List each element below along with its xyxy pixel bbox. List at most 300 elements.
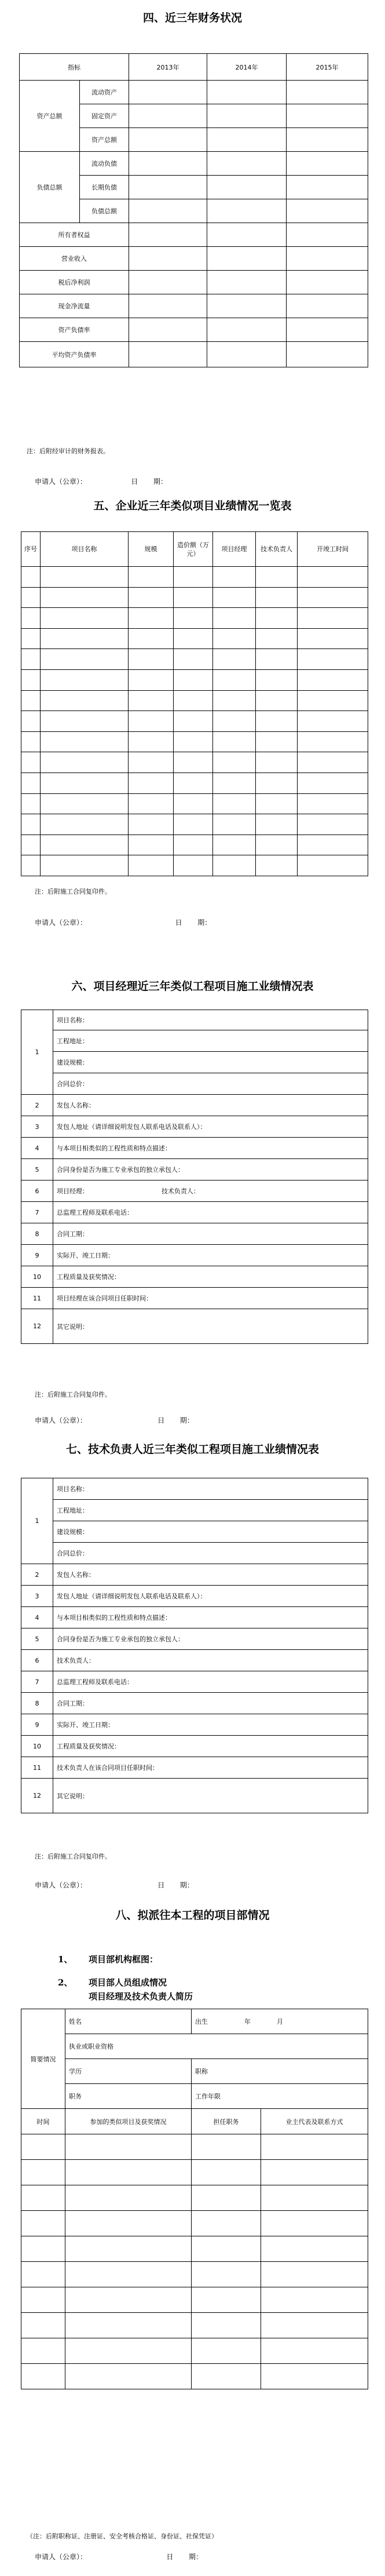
table-row (21, 1010, 368, 1030)
financial-status-table (19, 53, 368, 367)
empty-cell (298, 649, 368, 670)
value-cell (129, 152, 207, 176)
empty-cell (129, 752, 174, 773)
section-6-signature: 申请人（公章）： 日 期： (35, 1416, 194, 1424)
empty-cell (213, 835, 256, 855)
table-row (21, 2287, 368, 2313)
empty-cell (213, 690, 256, 711)
empty-cell (65, 2236, 192, 2262)
empty-cell (21, 587, 41, 608)
indicator-label: 税后净利润 (20, 271, 129, 294)
empty-cell (21, 608, 41, 629)
resume-subtitle: 项目经理及技术负责人简历 (89, 1991, 193, 2002)
row-field: 技术负责人： (53, 1650, 368, 1671)
table-row (21, 1052, 368, 1073)
empty-cell (261, 2185, 368, 2211)
empty-cell (261, 2211, 368, 2236)
empty-cell (256, 608, 298, 629)
empty-cell (298, 814, 368, 835)
empty-cell (298, 628, 368, 649)
value-cell (287, 104, 368, 128)
header-year: 2014年 (207, 54, 287, 81)
empty-cell (256, 793, 298, 814)
empty-cell (41, 752, 129, 773)
row-number: 7 (21, 1202, 53, 1223)
value-cell (207, 318, 287, 342)
empty-cell (192, 2313, 261, 2338)
row-number: 10 (21, 1736, 53, 1757)
item-2-label: 项目部人员组成情况 (89, 1977, 167, 1988)
empty-cell (21, 2287, 65, 2313)
empty-cell (129, 711, 174, 732)
empty-cell (41, 587, 129, 608)
resume-group-label: 简要情况 (21, 2009, 65, 2109)
empty-cell (174, 752, 213, 773)
indicator-label: 所有者权益 (20, 223, 129, 247)
empty-cell (21, 731, 41, 752)
empty-cell (41, 711, 129, 732)
empty-cell (21, 752, 41, 773)
row-field: 工程质量及获奖情况： (53, 1266, 368, 1288)
empty-cell (21, 649, 41, 670)
empty-cell (21, 711, 41, 732)
section-8-title: 八、拟派往本工程的项目部情况 (115, 1909, 270, 1922)
empty-cell (41, 793, 129, 814)
header-indicator: 指标 (20, 54, 129, 81)
indicator-label: 长期负债 (80, 176, 129, 199)
value-cell (287, 318, 368, 342)
table-row (20, 81, 368, 104)
empty-cell (213, 793, 256, 814)
table-row (21, 2364, 368, 2389)
value-cell (287, 342, 368, 367)
empty-cell (129, 649, 174, 670)
empty-cell (256, 711, 298, 732)
empty-cell (256, 690, 298, 711)
header-cell: 参加的类似项目及获奖情况 (65, 2109, 192, 2134)
row-field: 发包人名称： (53, 1095, 368, 1116)
row-number: 7 (21, 1671, 53, 1693)
item-1-number: 1、 (58, 1954, 73, 1965)
table-row (21, 1779, 368, 1813)
empty-cell (65, 2364, 192, 2389)
value-cell (129, 342, 207, 367)
assets-group-label: 资产总额 (20, 81, 80, 152)
empty-cell (174, 649, 213, 670)
value-cell (129, 318, 207, 342)
table-row (21, 1159, 368, 1180)
table-row (21, 1116, 368, 1138)
empty-cell (213, 587, 256, 608)
empty-cell (174, 793, 213, 814)
row-number: 2 (21, 1564, 53, 1586)
empty-cell (298, 711, 368, 732)
table-row (21, 2338, 368, 2364)
row-field: 合同工期： (53, 1223, 368, 1245)
table-row (21, 1521, 368, 1543)
header-year: 2015年 (287, 54, 368, 81)
value-cell (207, 271, 287, 294)
row-field: 合同身份是否为施工专业承包的独立承包人： (53, 1159, 368, 1180)
empty-cell (261, 2338, 368, 2364)
table-row (21, 1180, 368, 1202)
empty-cell (21, 669, 41, 690)
empty-cell (129, 628, 174, 649)
empty-cell (174, 773, 213, 793)
empty-cell (21, 855, 41, 876)
empty-cell (192, 2236, 261, 2262)
empty-cell (256, 731, 298, 752)
table-row (21, 752, 368, 773)
empty-cell (129, 855, 174, 876)
section-4-title: 四、近三年财务状况 (142, 12, 242, 24)
empty-cell (129, 690, 174, 711)
empty-cell (298, 608, 368, 629)
table-row (21, 711, 368, 732)
table-row (21, 2262, 368, 2287)
header-cell: 技术负责人 (256, 532, 298, 567)
row-number: 1 (21, 1478, 53, 1564)
section-8-signature: 申请人（公章）： 日 期： (35, 2553, 203, 2561)
row-number: 3 (21, 1116, 53, 1138)
empty-cell (174, 855, 213, 876)
row-number: 9 (21, 1245, 53, 1266)
indicator-label: 资产负债率 (20, 318, 129, 342)
row-field: 实际开、竣工日期： (53, 1245, 368, 1266)
empty-cell (192, 2338, 261, 2364)
project-info-field: 项目名称： (53, 1010, 368, 1030)
empty-cell (129, 835, 174, 855)
empty-cell (256, 814, 298, 835)
row-number: 12 (21, 1779, 53, 1813)
project-info-field: 合同总价： (53, 1543, 368, 1564)
table-row (21, 793, 368, 814)
section-6-title: 六、项目经理近三年类似工程项目施工业绩情况表 (71, 980, 314, 993)
empty-cell (41, 690, 129, 711)
header-row (21, 532, 368, 567)
empty-cell (129, 814, 174, 835)
empty-cell (65, 2185, 192, 2211)
empty-cell (213, 567, 256, 588)
row-number: 4 (21, 1138, 53, 1159)
empty-cell (21, 2338, 65, 2364)
professional-title-label: 职称 (192, 2059, 368, 2084)
empty-cell (21, 2134, 65, 2160)
table-row (21, 1073, 368, 1095)
row-number: 8 (21, 1693, 53, 1714)
row-number: 6 (21, 1180, 53, 1202)
table-row (21, 2211, 368, 2236)
table-row (21, 1245, 368, 1266)
value-cell (129, 271, 207, 294)
empty-cell (213, 711, 256, 732)
empty-cell (213, 752, 256, 773)
section-5-title: 五、企业近三年类似项目业绩情况一览表 (93, 500, 292, 512)
table-row (21, 1266, 368, 1288)
item-1-label: 项目部机构框图： (89, 1954, 159, 1965)
header-cell: 规模 (129, 532, 174, 567)
indicator-label: 现金净流量 (20, 294, 129, 318)
value-cell (287, 271, 368, 294)
empty-cell (65, 2287, 192, 2313)
section-4-note: 注：后附经审计的财务报表。 (27, 447, 109, 455)
value-cell (129, 128, 207, 152)
empty-cell (261, 2236, 368, 2262)
value-cell (129, 247, 207, 271)
table-row (21, 1650, 368, 1671)
work-years-label: 工作年限 (192, 2084, 368, 2109)
table-row (21, 690, 368, 711)
table-row (21, 855, 368, 876)
empty-cell (261, 2160, 368, 2185)
empty-cell (213, 731, 256, 752)
table-row (21, 1714, 368, 1736)
empty-cell (41, 649, 129, 670)
value-cell (207, 128, 287, 152)
resume-history-table (21, 2108, 368, 2389)
row-field: 发包人地址（请详细说明发包人联系电话及联系人）： (53, 1116, 368, 1138)
empty-cell (298, 752, 368, 773)
table-row (20, 318, 368, 342)
row-field: 发包人名称： (53, 1564, 368, 1586)
header-cell: 业主代表及联系方式 (261, 2109, 368, 2134)
qualification-label: 执业或职业资格 (65, 2034, 368, 2059)
empty-cell (174, 669, 213, 690)
empty-cell (256, 649, 298, 670)
header-cell: 时间 (21, 2109, 65, 2134)
empty-cell (261, 2287, 368, 2313)
project-info-field: 建设规模： (53, 1521, 368, 1543)
indicator-label: 负债总额 (80, 199, 129, 223)
empty-cell (174, 835, 213, 855)
header-year: 2013年 (129, 54, 207, 81)
indicator-label: 资产总额 (80, 128, 129, 152)
pm-performance-table (21, 1010, 368, 1344)
value-cell (129, 176, 207, 199)
row-number: 5 (21, 1159, 53, 1180)
empty-cell (21, 773, 41, 793)
empty-cell (65, 2262, 192, 2287)
project-info-field: 建设规模： (53, 1052, 368, 1073)
indicator-label: 流动资产 (80, 81, 129, 104)
table-row (21, 1095, 368, 1116)
value-cell (287, 81, 368, 104)
section-7-title: 七、技术负责人近三年类似工程项目施工业绩情况表 (65, 1443, 319, 1456)
header-cell: 担任职务 (192, 2109, 261, 2134)
value-cell (207, 199, 287, 223)
empty-cell (65, 2211, 192, 2236)
birth-cell (192, 2009, 368, 2034)
empty-cell (129, 793, 174, 814)
row-field: 合同工期： (53, 1693, 368, 1714)
table-row (20, 294, 368, 318)
empty-cell (298, 587, 368, 608)
table-row (21, 2160, 368, 2185)
value-cell (287, 294, 368, 318)
empty-cell (41, 814, 129, 835)
empty-cell (174, 711, 213, 732)
post-label: 职务 (65, 2084, 192, 2109)
table-row (21, 1564, 368, 1586)
section-8-note: （注：后附职称证、注册证、安全考核合格证、身份证、社保凭证） (27, 2533, 218, 2540)
empty-cell (213, 628, 256, 649)
table-row (21, 587, 368, 608)
empty-cell (298, 690, 368, 711)
empty-cell (129, 608, 174, 629)
table-row (21, 1138, 368, 1159)
empty-cell (298, 855, 368, 876)
table-row (21, 1288, 368, 1309)
row-field: 与本项目相类似的工程性质和特点描述： (53, 1138, 368, 1159)
value-cell (287, 128, 368, 152)
project-performance-table (21, 531, 368, 876)
tech-lead-performance-table (21, 1478, 368, 1813)
empty-cell (174, 608, 213, 629)
table-row (21, 1628, 368, 1650)
row-number: 8 (21, 1223, 53, 1245)
item-2-number: 2、 (58, 1977, 73, 1988)
table-row (21, 567, 368, 588)
empty-cell (21, 2185, 65, 2211)
empty-cell (298, 793, 368, 814)
empty-cell (256, 628, 298, 649)
table-row (20, 247, 368, 271)
section-7-note: 注：后附施工合同复印件。 (35, 1853, 111, 1860)
table-row (21, 2185, 368, 2211)
empty-cell (21, 628, 41, 649)
empty-cell (41, 669, 129, 690)
row-number: 6 (21, 1650, 53, 1671)
empty-cell (261, 2364, 368, 2389)
row-number: 11 (21, 1757, 53, 1779)
empty-cell (41, 773, 129, 793)
value-cell (287, 247, 368, 271)
empty-cell (41, 855, 129, 876)
table-row (21, 1223, 368, 1245)
value-cell (207, 152, 287, 176)
empty-cell (129, 773, 174, 793)
row-number: 12 (21, 1309, 53, 1344)
section-4-signature: 申请人（公章）： 日 期： (35, 478, 167, 486)
table-row (21, 1030, 368, 1052)
empty-cell (129, 587, 174, 608)
empty-cell (21, 793, 41, 814)
empty-cell (65, 2160, 192, 2185)
table-row (21, 1671, 368, 1693)
empty-cell (192, 2364, 261, 2389)
liabilities-group-label: 负债总额 (20, 152, 80, 223)
empty-cell (174, 628, 213, 649)
row-field: 与本项目相类似的工程性质和特点描述： (53, 1607, 368, 1628)
year-label: 年 (244, 2018, 251, 2025)
value-cell (207, 294, 287, 318)
section-5-note: 注：后附施工合同复印件。 (35, 888, 111, 895)
empty-cell (256, 752, 298, 773)
empty-cell (213, 608, 256, 629)
value-cell (207, 223, 287, 247)
value-cell (287, 223, 368, 247)
table-row (20, 342, 368, 367)
empty-cell (256, 835, 298, 855)
table-row (21, 649, 368, 670)
table-row (21, 1586, 368, 1607)
row-number: 2 (21, 1095, 53, 1116)
empty-cell (298, 731, 368, 752)
project-info-field: 合同总价： (53, 1073, 368, 1095)
value-cell (287, 152, 368, 176)
empty-cell (298, 567, 368, 588)
empty-cell (41, 567, 129, 588)
indicator-label: 流动负债 (80, 152, 129, 176)
section-6-note: 注：后附施工合同复印件。 (35, 1391, 111, 1398)
row-field: 其它说明： (53, 1779, 368, 1813)
table-row (21, 2236, 368, 2262)
value-cell (287, 199, 368, 223)
row-number: 10 (21, 1266, 53, 1288)
table-row (21, 1543, 368, 1564)
table-row (21, 814, 368, 835)
row-number: 1 (21, 1010, 53, 1095)
table-row (21, 628, 368, 649)
row-number: 4 (21, 1607, 53, 1628)
empty-cell (192, 2287, 261, 2313)
row-number: 5 (21, 1628, 53, 1650)
header-cell: 造价额（万元） (174, 532, 213, 567)
table-row (21, 1736, 368, 1757)
row-number: 9 (21, 1714, 53, 1736)
empty-cell (174, 567, 213, 588)
empty-cell (41, 628, 129, 649)
empty-cell (21, 2160, 65, 2185)
empty-cell (21, 835, 41, 855)
header-cell: 项目名称 (41, 532, 129, 567)
indicator-label: 营业收入 (20, 247, 129, 271)
empty-cell (174, 690, 213, 711)
empty-cell (261, 2134, 368, 2160)
value-cell (129, 223, 207, 247)
empty-cell (213, 855, 256, 876)
value-cell (129, 199, 207, 223)
row-field: 项目经理： 技术负责人： (53, 1180, 368, 1202)
empty-cell (298, 835, 368, 855)
table-row (21, 608, 368, 629)
empty-cell (41, 731, 129, 752)
empty-cell (192, 2211, 261, 2236)
table-row (21, 1309, 368, 1344)
header-cell: 序号 (21, 532, 41, 567)
value-cell (207, 247, 287, 271)
empty-cell (256, 773, 298, 793)
empty-cell (21, 2211, 65, 2236)
empty-cell (256, 587, 298, 608)
empty-cell (65, 2134, 192, 2160)
education-label: 学历 (65, 2059, 192, 2084)
indicator-label: 平均资产负债率 (20, 342, 129, 367)
empty-cell (174, 814, 213, 835)
resume-table (21, 2009, 368, 2109)
empty-cell (21, 2236, 65, 2262)
empty-cell (21, 567, 41, 588)
table-row (21, 2134, 368, 2160)
header-cell: 开竣工时间 (298, 532, 368, 567)
value-cell (129, 104, 207, 128)
section-5-signature: 申请人（公章）： 日 期： (35, 919, 212, 927)
empty-cell (21, 2313, 65, 2338)
table-row (20, 223, 368, 247)
empty-cell (21, 2262, 65, 2287)
empty-cell (21, 814, 41, 835)
empty-cell (261, 2262, 368, 2287)
